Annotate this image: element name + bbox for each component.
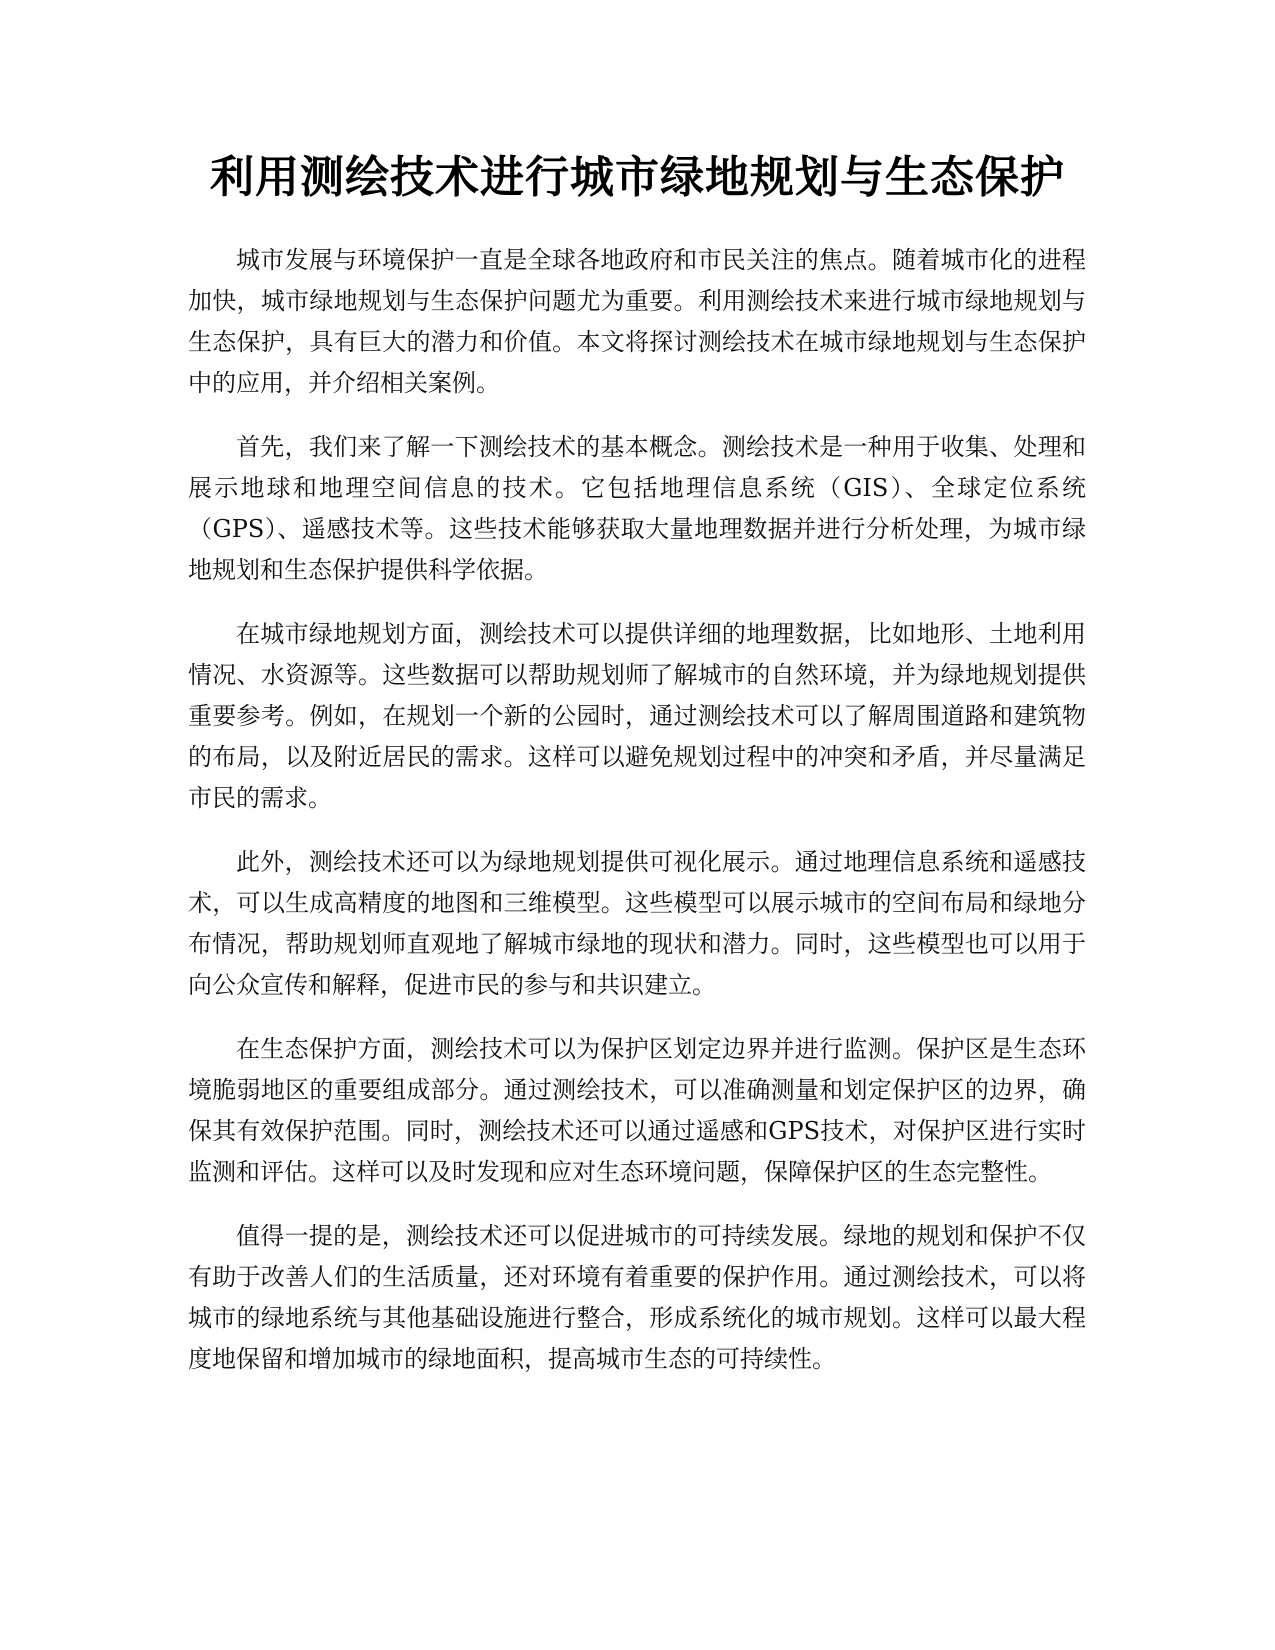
paragraph-intro: 城市发展与环境保护一直是全球各地政府和市民关注的焦点。随着城市化的进程加快，城市绿地规划与生态保护问题尤为重要。利用测绘技术来进行城市绿地规划与生态保护，具有巨大的潜力和价值。本文将探讨测绘技术在城市绿地规划与生态保护中的应用，并介绍相关案例。	[188, 246, 1086, 397]
document-title: 利用测绘技术进行城市绿地规划与生态保护	[210, 152, 1065, 203]
document-body	[188, 240, 1086, 1403]
paragraph-ecological-protection: 在生态保护方面，测绘技术可以为保护区划定边界并进行监测。保护区是生态环境脆弱地区的重要组成部分。通过测绘技术，可以准确测量和划定保护区的边界，确保其有效保护范围。同时，测绘技术还可以通过遥感和GPS技术，对保护区进行实时监测和评估。这样可以及时发现和应对生态环境问题，保障保护区的生态完整性。	[188, 1035, 1086, 1186]
paragraph-concepts: 首先，我们来了解一下测绘技术的基本概念。测绘技术是一种用于收集、处理和展示地球和地理空间信息的技术。它包括地理信息系统（GIS）、全球定位系统（GPS）、遥感技术等。这些技术能够获取大量地理数据并进行分析处理，为城市绿地规划和生态保护提供科学依据。	[188, 433, 1086, 584]
paragraph-sustainability: 值得一提的是，测绘技术还可以促进城市的可持续发展。绿地的规划和保护不仅有助于改善人们的生活质量，还对环境有着重要的保护作用。通过测绘技术，可以将城市的绿地系统与其他基础设施进行整合，形成系统化的城市规划。这样可以最大程度地保留和增加城市的绿地面积，提高城市生态的可持续性。	[188, 1222, 1086, 1373]
paragraph-greenspace-planning: 在城市绿地规划方面，测绘技术可以提供详细的地理数据，比如地形、土地利用情况、水资源等。这些数据可以帮助规划师了解城市的自然环境，并为绿地规划提供重要参考。例如，在规划一个新的公园时，通过测绘技术可以了解周围道路和建筑物的布局，以及附近居民的需求。这样可以避免规划过程中的冲突和矛盾，并尽量满足市民的需求。	[188, 620, 1086, 812]
paragraph-visualization: 此外，测绘技术还可以为绿地规划提供可视化展示。通过地理信息系统和遥感技术，可以生成高精度的地图和三维模型。这些模型可以展示城市的空间布局和绿地分布情况，帮助规划师直观地了解城市绿地的现状和潜力。同时，这些模型也可以用于向公众宣传和解释，促进市民的参与和共识建立。	[188, 848, 1086, 999]
